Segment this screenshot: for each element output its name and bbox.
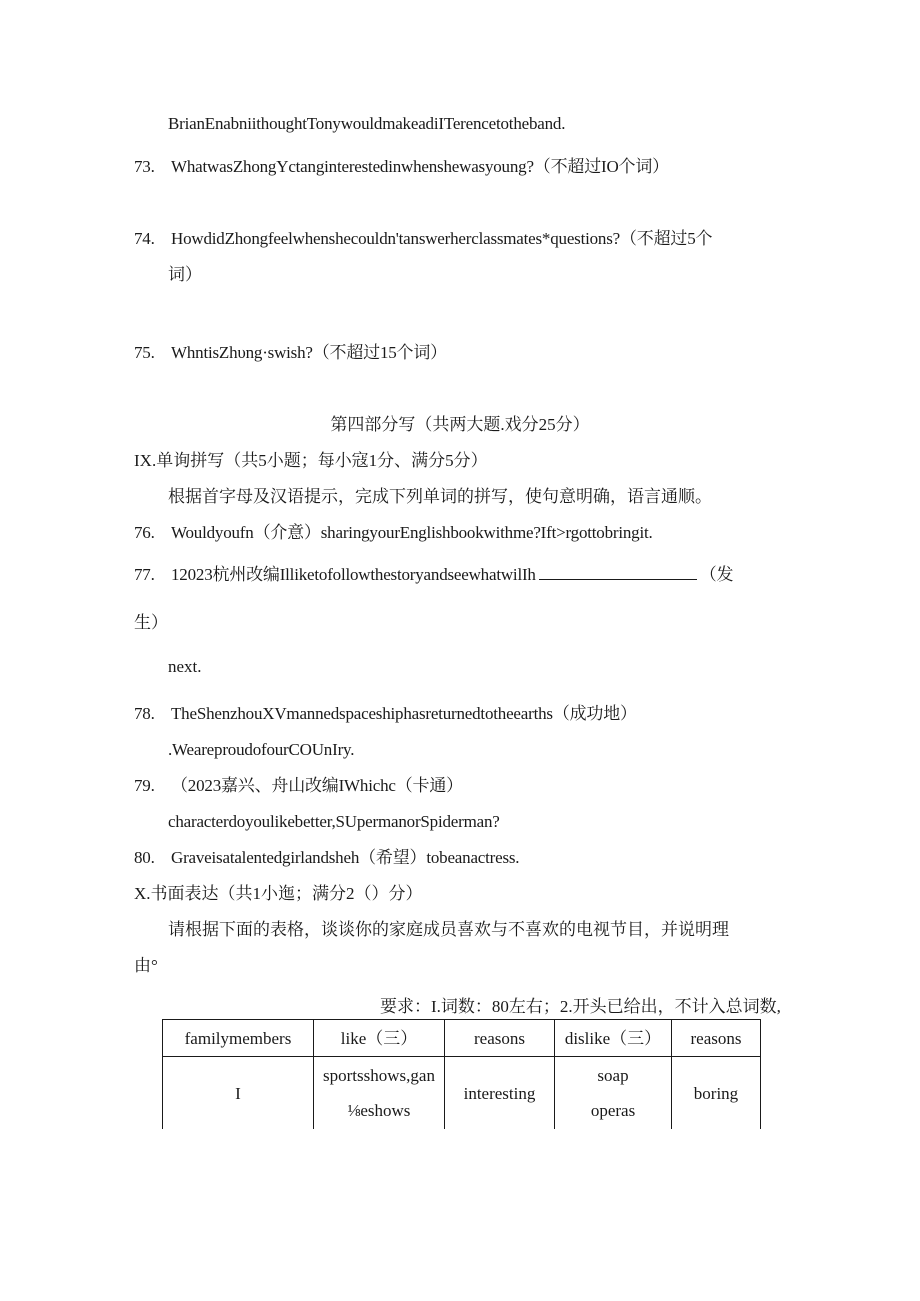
question-77	[134, 564, 733, 586]
cell-like	[314, 1057, 445, 1130]
question-text: Graveisatalentedgirlandsheh（希望）tobeanactress.	[171, 848, 520, 867]
section-10-instruction-cont: 由°	[134, 956, 158, 975]
question-number: 77.	[134, 565, 155, 584]
question-number: 75.	[134, 343, 155, 362]
tv-preferences-table	[162, 1019, 761, 1129]
section-10-instruction: 请根据下面的表格，谈谈你的家庭成员喜欢与不喜欢的电视节目，并说明理	[168, 920, 729, 939]
question-80	[134, 847, 519, 869]
q72-tail: BrianEnabniithoughtTonywouldmakeadiITerencetotheband.	[168, 114, 566, 133]
header-dislike: dislike（三）	[555, 1020, 672, 1057]
question-text: WhatwasZhongYctanginterestedinwhenshewasyoung?（不超过IO个词）	[171, 157, 669, 176]
cell-like-line: sportsshows,gan	[323, 1066, 435, 1085]
question-77-cont2: next.	[168, 657, 202, 676]
question-number: 80.	[134, 848, 155, 867]
question-76	[134, 522, 653, 544]
question-number: 79.	[134, 776, 155, 795]
section-10-heading: X.书面表达（共1小迤；满分2（）分）	[134, 884, 423, 903]
question-75	[134, 342, 447, 364]
section-9-instruction: 根据首字母及汉语提示，完成下列单词的拼写，使句意明确，语言通顺。	[168, 487, 712, 506]
cell-dislike	[555, 1057, 672, 1130]
cell-reason: boring	[672, 1057, 761, 1130]
cell-dislike-line: soap	[597, 1066, 629, 1085]
question-79	[134, 775, 463, 797]
header-reasons: reasons	[445, 1020, 555, 1057]
section-10-requirements: 要求：I.词数：80左右；2.开头已给出，不计入总词数,	[380, 997, 781, 1016]
question-text: TheShenzhouXVmannedspaceshiphasreturnedtotheearths（成功地）	[171, 704, 637, 723]
question-number: 73.	[134, 157, 155, 176]
question-hint: （发	[699, 565, 734, 584]
header-like: like（三）	[314, 1020, 445, 1057]
header-reasons: reasons	[672, 1020, 761, 1057]
question-text: （2023嘉兴、舟山改编IWhichc（卡通）	[171, 776, 463, 795]
question-79-cont: characterdoyoulikebetter,SUpermanorSpiderman?	[168, 812, 500, 831]
question-number: 78.	[134, 704, 155, 723]
question-77-cont: 生）	[134, 613, 168, 632]
cell-dislike-line: operas	[590, 1101, 636, 1120]
question-number: 76.	[134, 523, 155, 542]
cell-member: I	[163, 1057, 314, 1130]
question-73	[134, 156, 669, 178]
question-text: WhntisZhυng·swish?（不超过15个词）	[171, 343, 447, 362]
part-title: 第四部分写（共两大题.戏分25分）	[330, 415, 590, 434]
question-text: HowdidZhongfeelwhenshecouldn'tanswerherclassmates*questions?（不超过5个	[171, 229, 713, 248]
table-row	[163, 1057, 761, 1130]
header-family-members: familymembers	[163, 1020, 314, 1057]
question-78	[134, 703, 637, 725]
cell-reason: interesting	[445, 1057, 555, 1130]
table-header-row	[163, 1020, 761, 1057]
section-9-heading: IX.单询拼写（共5小题；每小寇1分、满分5分）	[134, 451, 488, 470]
question-74	[134, 228, 712, 250]
question-text: 12023杭州改编IlliketofollowthestoryandseewhatwilIh	[171, 565, 536, 584]
question-74-cont: 词）	[168, 265, 202, 284]
question-78-cont: .WeareproudofourCOUnIry.	[168, 740, 355, 759]
answer-blank[interactable]	[539, 564, 697, 580]
question-text: Wouldyoufn（介意）sharingyourEnglishbookwithme?Ift>rgottobringit.	[171, 523, 653, 542]
cell-like-line: ⅛eshows	[347, 1101, 411, 1120]
question-number: 74.	[134, 229, 155, 248]
